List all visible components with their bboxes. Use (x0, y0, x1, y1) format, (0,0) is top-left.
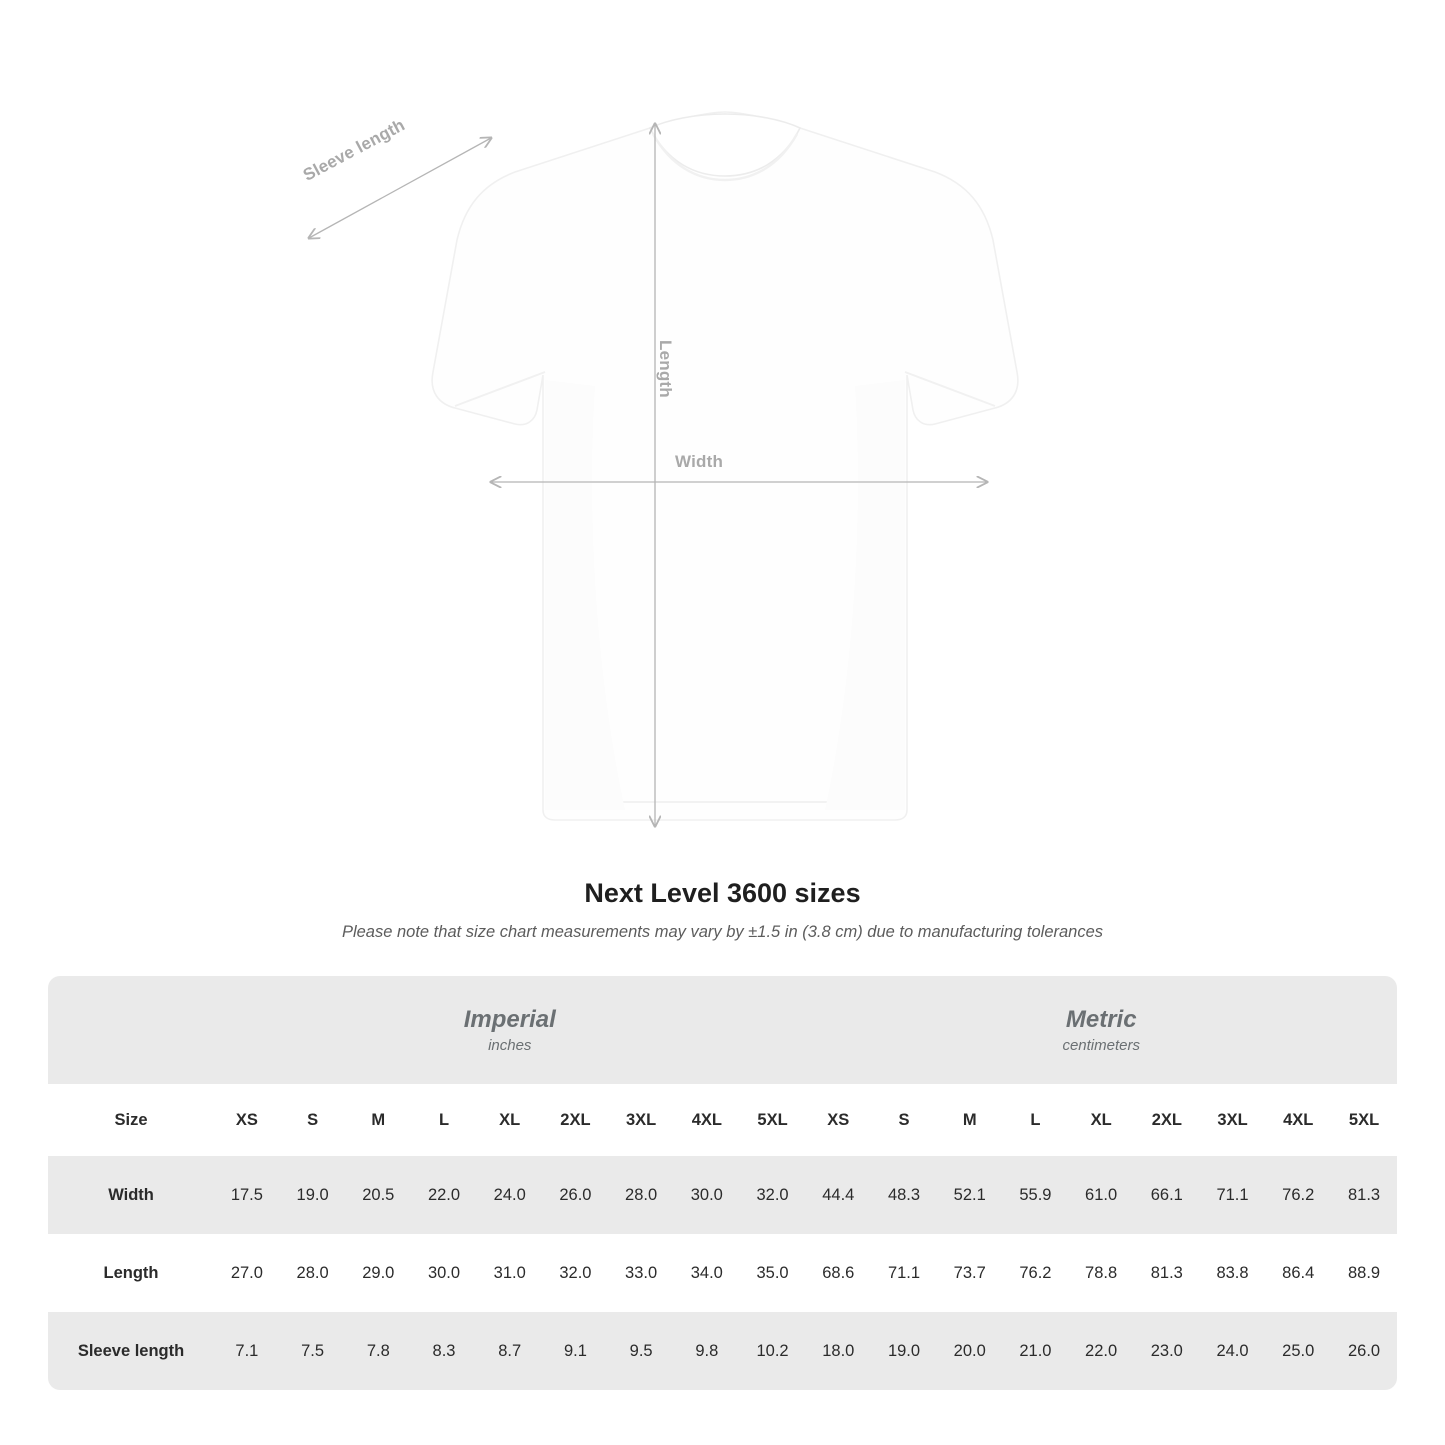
cell-length-imp-2xl: 32.0 (543, 1234, 609, 1312)
cell-width-met-5xl: 81.3 (1331, 1156, 1397, 1234)
cell-width-imp-m: 20.5 (345, 1156, 411, 1234)
unit-group-imperial-name: Imperial (463, 1005, 556, 1033)
cell-sleeve-met-3xl: 24.0 (1200, 1312, 1266, 1390)
cell-width-imp-4xl: 30.0 (674, 1156, 740, 1234)
width-label: Width (675, 452, 724, 471)
size-header-met-5xl: 5XL (1331, 1084, 1397, 1156)
cell-length-imp-5xl: 35.0 (740, 1234, 806, 1312)
size-header-met-l: L (1003, 1084, 1069, 1156)
cell-sleeve-imp-2xl: 9.1 (543, 1312, 609, 1390)
row-label-sleeve-length: Sleeve length (48, 1312, 214, 1390)
size-header-imp-4xl: 4XL (674, 1084, 740, 1156)
cell-sleeve-met-5xl: 26.0 (1331, 1312, 1397, 1390)
cell-sleeve-imp-s: 7.5 (280, 1312, 346, 1390)
size-header-imp-xl: XL (477, 1084, 543, 1156)
cell-sleeve-imp-3xl: 9.5 (608, 1312, 674, 1390)
unit-group-imperial-sub: inches (488, 1037, 532, 1055)
cell-width-met-xs: 44.4 (805, 1156, 871, 1234)
size-header-met-3xl: 3XL (1200, 1084, 1266, 1156)
cell-width-met-xl: 61.0 (1068, 1156, 1134, 1234)
cell-length-imp-xl: 31.0 (477, 1234, 543, 1312)
size-header-met-xs: XS (805, 1084, 871, 1156)
cell-sleeve-met-xs: 18.0 (805, 1312, 871, 1390)
cell-sleeve-imp-m: 7.8 (345, 1312, 411, 1390)
cell-width-met-l: 55.9 (1003, 1156, 1069, 1234)
cell-width-imp-xs: 17.5 (214, 1156, 280, 1234)
size-header-label: Size (48, 1084, 214, 1156)
tolerance-note: Please note that size chart measurements may vary by ±1.5 in (3.8 cm) due to manufacturing tolerances (341, 923, 1104, 941)
size-header-imp-3xl: 3XL (608, 1084, 674, 1156)
cell-sleeve-met-m: 20.0 (937, 1312, 1003, 1390)
cell-width-met-3xl: 71.1 (1200, 1156, 1266, 1234)
size-header-imp-m: M (345, 1084, 411, 1156)
size-header-met-m: M (937, 1084, 1003, 1156)
cell-width-met-4xl: 76.2 (1265, 1156, 1331, 1234)
cell-sleeve-met-l: 21.0 (1003, 1312, 1069, 1390)
size-header-met-4xl: 4XL (1265, 1084, 1331, 1156)
cell-width-met-s: 48.3 (871, 1156, 937, 1234)
size-header-imp-2xl: 2XL (543, 1084, 609, 1156)
tshirt-illustration (295, 110, 1155, 830)
cell-length-met-4xl: 86.4 (1265, 1234, 1331, 1312)
cell-length-met-s: 71.1 (871, 1234, 937, 1312)
cell-width-imp-3xl: 28.0 (608, 1156, 674, 1234)
cell-width-met-m: 52.1 (937, 1156, 1003, 1234)
cell-length-met-xs: 68.6 (805, 1234, 871, 1312)
cell-sleeve-met-2xl: 23.0 (1134, 1312, 1200, 1390)
cell-length-met-m: 73.7 (937, 1234, 1003, 1312)
cell-sleeve-imp-xs: 7.1 (214, 1312, 280, 1390)
unit-group-metric (805, 976, 1397, 1084)
unit-group-spacer (48, 976, 214, 1084)
row-label-length: Length (48, 1234, 214, 1312)
cell-sleeve-imp-l: 8.3 (411, 1312, 477, 1390)
size-table (48, 976, 1397, 1390)
unit-group-metric-name: Metric (1065, 1005, 1137, 1033)
cell-width-imp-2xl: 26.0 (543, 1156, 609, 1234)
size-header-met-2xl: 2XL (1134, 1084, 1200, 1156)
unit-group-imperial (214, 976, 805, 1084)
cell-length-imp-3xl: 33.0 (608, 1234, 674, 1312)
cell-length-imp-xs: 27.0 (214, 1234, 280, 1312)
length-label: Length (656, 340, 675, 398)
table-row (48, 1234, 1397, 1312)
unit-group-row (48, 976, 1397, 1084)
cell-width-imp-s: 19.0 (280, 1156, 346, 1234)
size-header-imp-s: S (280, 1084, 346, 1156)
size-header-row (48, 1084, 1397, 1156)
size-header-met-xl: XL (1068, 1084, 1134, 1156)
cell-length-met-5xl: 88.9 (1331, 1234, 1397, 1312)
cell-sleeve-imp-xl: 8.7 (477, 1312, 543, 1390)
cell-length-imp-m: 29.0 (345, 1234, 411, 1312)
size-header-imp-xs: XS (214, 1084, 280, 1156)
cell-sleeve-imp-4xl: 9.8 (674, 1312, 740, 1390)
size-header-imp-l: L (411, 1084, 477, 1156)
size-table-wrapper (48, 976, 1397, 1390)
cell-length-met-2xl: 81.3 (1134, 1234, 1200, 1312)
size-header-imp-5xl: 5XL (740, 1084, 806, 1156)
cell-width-met-2xl: 66.1 (1134, 1156, 1200, 1234)
cell-width-imp-5xl: 32.0 (740, 1156, 806, 1234)
unit-group-metric-sub: centimeters (1062, 1037, 1140, 1055)
cell-width-imp-l: 22.0 (411, 1156, 477, 1234)
cell-length-met-l: 76.2 (1003, 1234, 1069, 1312)
cell-length-met-3xl: 83.8 (1200, 1234, 1266, 1312)
row-label-width: Width (48, 1156, 214, 1234)
cell-length-met-xl: 78.8 (1068, 1234, 1134, 1312)
tshirt-shape (432, 112, 1018, 820)
sleeve-length-label: Sleeve length (300, 115, 408, 185)
size-header-met-s: S (871, 1084, 937, 1156)
cell-width-imp-xl: 24.0 (477, 1156, 543, 1234)
page-title: Next Level 3600 sizes (584, 878, 861, 908)
cell-sleeve-met-4xl: 25.0 (1265, 1312, 1331, 1390)
cell-length-imp-l: 30.0 (411, 1234, 477, 1312)
cell-sleeve-imp-5xl: 10.2 (740, 1312, 806, 1390)
cell-length-imp-s: 28.0 (280, 1234, 346, 1312)
title-block (0, 878, 1445, 942)
table-row (48, 1156, 1397, 1234)
cell-sleeve-met-xl: 22.0 (1068, 1312, 1134, 1390)
cell-sleeve-met-s: 19.0 (871, 1312, 937, 1390)
cell-length-imp-4xl: 34.0 (674, 1234, 740, 1312)
table-row (48, 1312, 1397, 1390)
